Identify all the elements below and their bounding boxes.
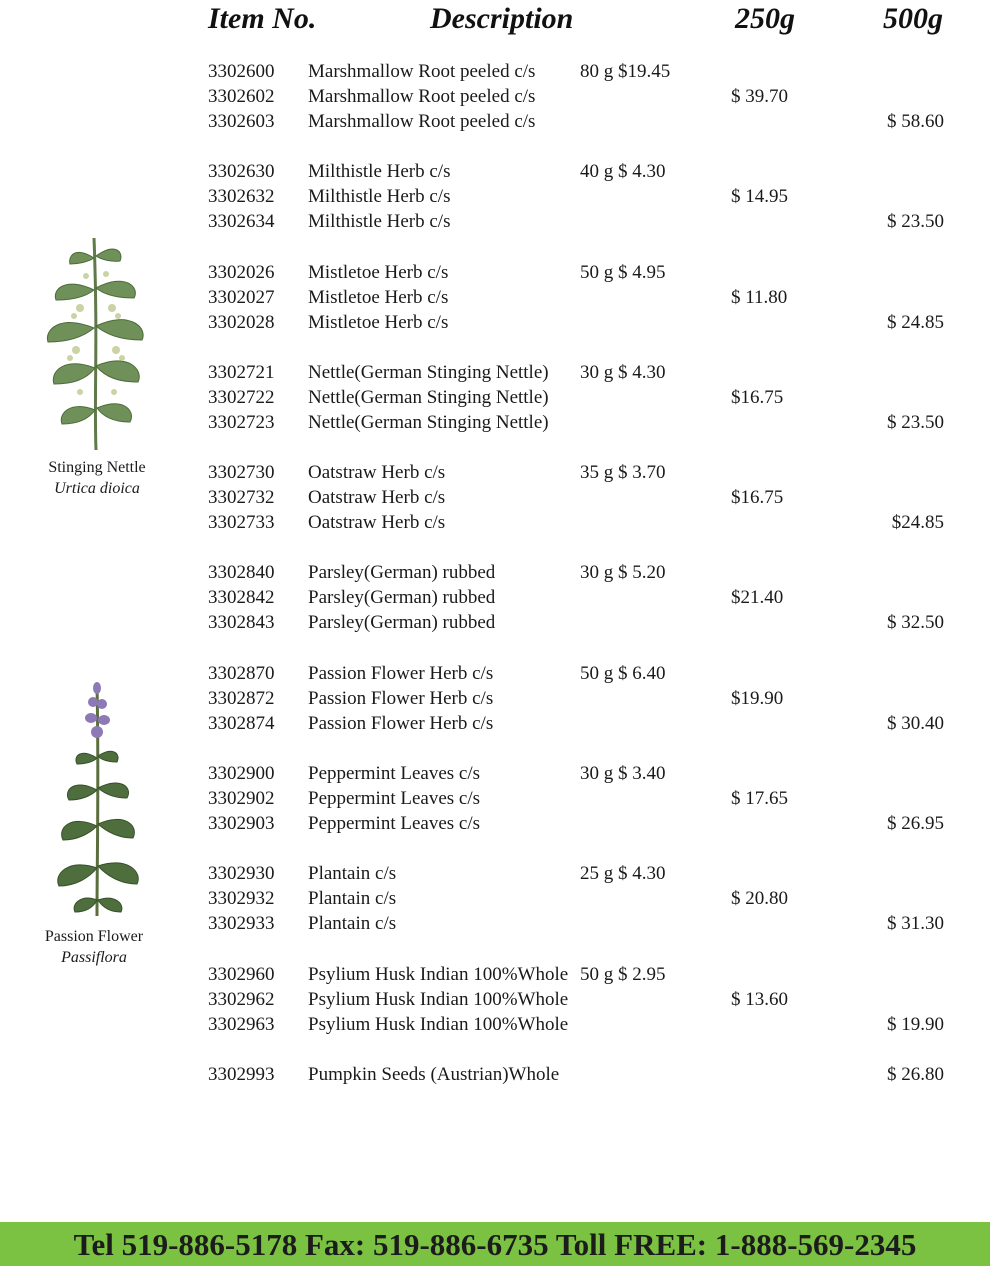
stinging-nettle-caption xyxy=(17,457,177,499)
price-500g: $ 31.30 xyxy=(887,913,944,935)
item-description: Plantain c/s xyxy=(308,888,397,910)
item-number: 3302930 xyxy=(208,863,275,885)
item-number: 3302842 xyxy=(208,587,275,609)
item-description: Parsley(German) rubbed xyxy=(308,587,496,609)
table-row xyxy=(0,159,990,184)
small-size-price: 50 g $ 2.95 xyxy=(580,963,666,985)
item-description: Marshmallow Root peeled c/s xyxy=(308,111,536,132)
column-header-item-no: Item No. xyxy=(208,2,317,35)
item-description: Parsley(German) rubbed xyxy=(308,612,496,634)
price-250g: $19.90 xyxy=(731,687,784,709)
table-row xyxy=(0,1012,990,1037)
item-number: 3302732 xyxy=(208,487,275,509)
item-description: Passion Flower Herb c/s xyxy=(308,712,494,734)
item-description: Plantain c/s xyxy=(308,913,397,935)
small-size-price: 30 g $ 3.40 xyxy=(580,763,666,785)
product-group xyxy=(0,1062,990,1162)
item-description: Psylium Husk Indian 100%Whole xyxy=(308,988,569,1010)
stinging-nettle-common-name: Stinging Nettle xyxy=(48,459,146,476)
item-number: 3302603 xyxy=(208,111,275,132)
item-number: 3302874 xyxy=(208,712,275,734)
item-description: Mistletoe Herb c/s xyxy=(308,286,449,308)
item-description: Milthistle Herb c/s xyxy=(308,211,451,233)
item-description: Peppermint Leaves c/s xyxy=(308,813,481,835)
price-250g: $ 11.80 xyxy=(731,286,788,308)
column-header-500g: 500g xyxy=(883,2,943,35)
price-250g: $ 14.95 xyxy=(731,186,788,208)
item-number: 3302872 xyxy=(208,687,275,709)
column-header-description: Description xyxy=(430,2,574,35)
item-number: 3302730 xyxy=(208,462,275,484)
item-description: Plantain c/s xyxy=(308,863,397,885)
price-500g: $ 26.95 xyxy=(887,813,944,835)
column-header-250g: 250g xyxy=(735,2,795,35)
item-number: 3302630 xyxy=(208,161,275,183)
price-250g: $16.75 xyxy=(731,487,784,509)
price-250g: $ 13.60 xyxy=(731,988,788,1010)
table-row xyxy=(0,1062,990,1087)
price-250g: $ 20.80 xyxy=(731,888,788,910)
item-description: Pumpkin Seeds (Austrian)Whole xyxy=(308,1063,560,1085)
price-500g: $ 24.85 xyxy=(887,311,944,333)
item-number: 3302028 xyxy=(208,311,275,333)
small-size-price: 50 g $ 6.40 xyxy=(580,662,666,684)
price-500g: $ 23.50 xyxy=(887,211,944,233)
stinging-nettle-latin-name: Urtica dioica xyxy=(54,480,140,497)
item-number: 3302722 xyxy=(208,386,275,408)
table-row xyxy=(0,510,990,535)
item-description: Psylium Husk Indian 100%Whole xyxy=(308,1013,569,1035)
item-description: Peppermint Leaves c/s xyxy=(308,763,481,785)
item-number: 3302632 xyxy=(208,186,275,208)
item-number: 3302903 xyxy=(208,813,275,835)
item-description: Parsley(German) rubbed xyxy=(308,562,496,584)
item-number: 3302932 xyxy=(208,888,275,910)
item-description: Mistletoe Herb c/s xyxy=(308,261,449,283)
small-size-price: 40 g $ 4.30 xyxy=(580,161,666,183)
item-description: Passion Flower Herb c/s xyxy=(308,662,494,684)
item-number: 3302721 xyxy=(208,361,275,383)
item-description: Nettle(German Stinging Nettle) xyxy=(308,361,549,383)
price-250g: $ 17.65 xyxy=(731,788,788,810)
table-row xyxy=(0,84,990,109)
item-number: 3302962 xyxy=(208,988,275,1010)
contact-footer xyxy=(0,1222,990,1266)
item-description: Passion Flower Herb c/s xyxy=(308,687,494,709)
table-row xyxy=(0,585,990,610)
item-number: 3302634 xyxy=(208,211,275,233)
item-number: 3302960 xyxy=(208,963,275,985)
item-description: Oatstraw Herb c/s xyxy=(308,512,446,534)
table-row xyxy=(0,560,990,585)
price-250g: $16.75 xyxy=(731,386,784,408)
price-500g: $ 30.40 xyxy=(887,712,944,734)
small-size-price: 25 g $ 4.30 xyxy=(580,863,666,885)
table-row xyxy=(0,59,990,84)
price-500g: $24.85 xyxy=(891,512,944,534)
small-size-price: 35 g $ 3.70 xyxy=(580,462,666,484)
item-number: 3302843 xyxy=(208,612,275,634)
item-description: Oatstraw Herb c/s xyxy=(308,487,446,509)
passion-flower-illustration xyxy=(45,678,150,920)
table-row xyxy=(0,109,990,134)
item-description: Nettle(German Stinging Nettle) xyxy=(308,386,549,408)
item-number: 3302900 xyxy=(208,763,275,785)
item-number: 3302027 xyxy=(208,286,275,308)
item-description: Peppermint Leaves c/s xyxy=(308,788,481,810)
passion-flower-latin-name: Passiflora xyxy=(61,949,127,966)
product-group xyxy=(0,560,990,660)
small-size-price: 50 g $ 4.95 xyxy=(580,261,666,283)
table-row xyxy=(0,184,990,209)
item-number: 3302026 xyxy=(208,261,275,283)
item-description: Nettle(German Stinging Nettle) xyxy=(308,411,549,433)
price-250g: $21.40 xyxy=(731,587,784,609)
item-number: 3302993 xyxy=(208,1063,275,1085)
item-number: 3302870 xyxy=(208,662,275,684)
item-description: Psylium Husk Indian 100%Whole xyxy=(308,963,569,985)
item-number: 3302733 xyxy=(208,512,275,534)
passion-flower-caption xyxy=(14,926,174,968)
price-250g: $ 39.70 xyxy=(731,86,788,107)
item-number: 3302933 xyxy=(208,913,275,935)
stinging-nettle-illustration xyxy=(30,228,160,453)
item-number: 3302602 xyxy=(208,86,275,107)
price-500g: $ 58.60 xyxy=(887,111,944,132)
passion-flower-common-name: Passion Flower xyxy=(44,928,144,945)
contact-numbers: Tel 519-886-5178 Fax: 519-886-6735 Toll FREE: 1-888-569-2345 xyxy=(73,1227,917,1262)
item-description: Mistletoe Herb c/s xyxy=(308,311,449,333)
item-number: 3302902 xyxy=(208,788,275,810)
price-500g: $ 26.80 xyxy=(887,1063,944,1085)
item-number: 3302600 xyxy=(208,61,275,82)
price-500g: $ 19.90 xyxy=(887,1013,944,1035)
small-size-price: 30 g $ 5.20 xyxy=(580,562,666,584)
item-description: Milthistle Herb c/s xyxy=(308,161,451,183)
table-row xyxy=(0,987,990,1012)
item-number: 3302840 xyxy=(208,562,275,584)
product-group xyxy=(0,962,990,1062)
product-group xyxy=(0,59,990,159)
item-description: Milthistle Herb c/s xyxy=(308,186,451,208)
table-row xyxy=(0,610,990,635)
item-description: Marshmallow Root peeled c/s xyxy=(308,61,536,82)
small-size-price: 80 g $19.45 xyxy=(580,61,671,82)
small-size-price: 30 g $ 4.30 xyxy=(580,361,666,383)
price-500g: $ 32.50 xyxy=(887,612,944,634)
item-number: 3302723 xyxy=(208,411,275,433)
item-description: Oatstraw Herb c/s xyxy=(308,462,446,484)
price-500g: $ 23.50 xyxy=(887,411,944,433)
item-number: 3302963 xyxy=(208,1013,275,1035)
price-list xyxy=(0,59,990,1162)
item-description: Marshmallow Root peeled c/s xyxy=(308,86,536,107)
